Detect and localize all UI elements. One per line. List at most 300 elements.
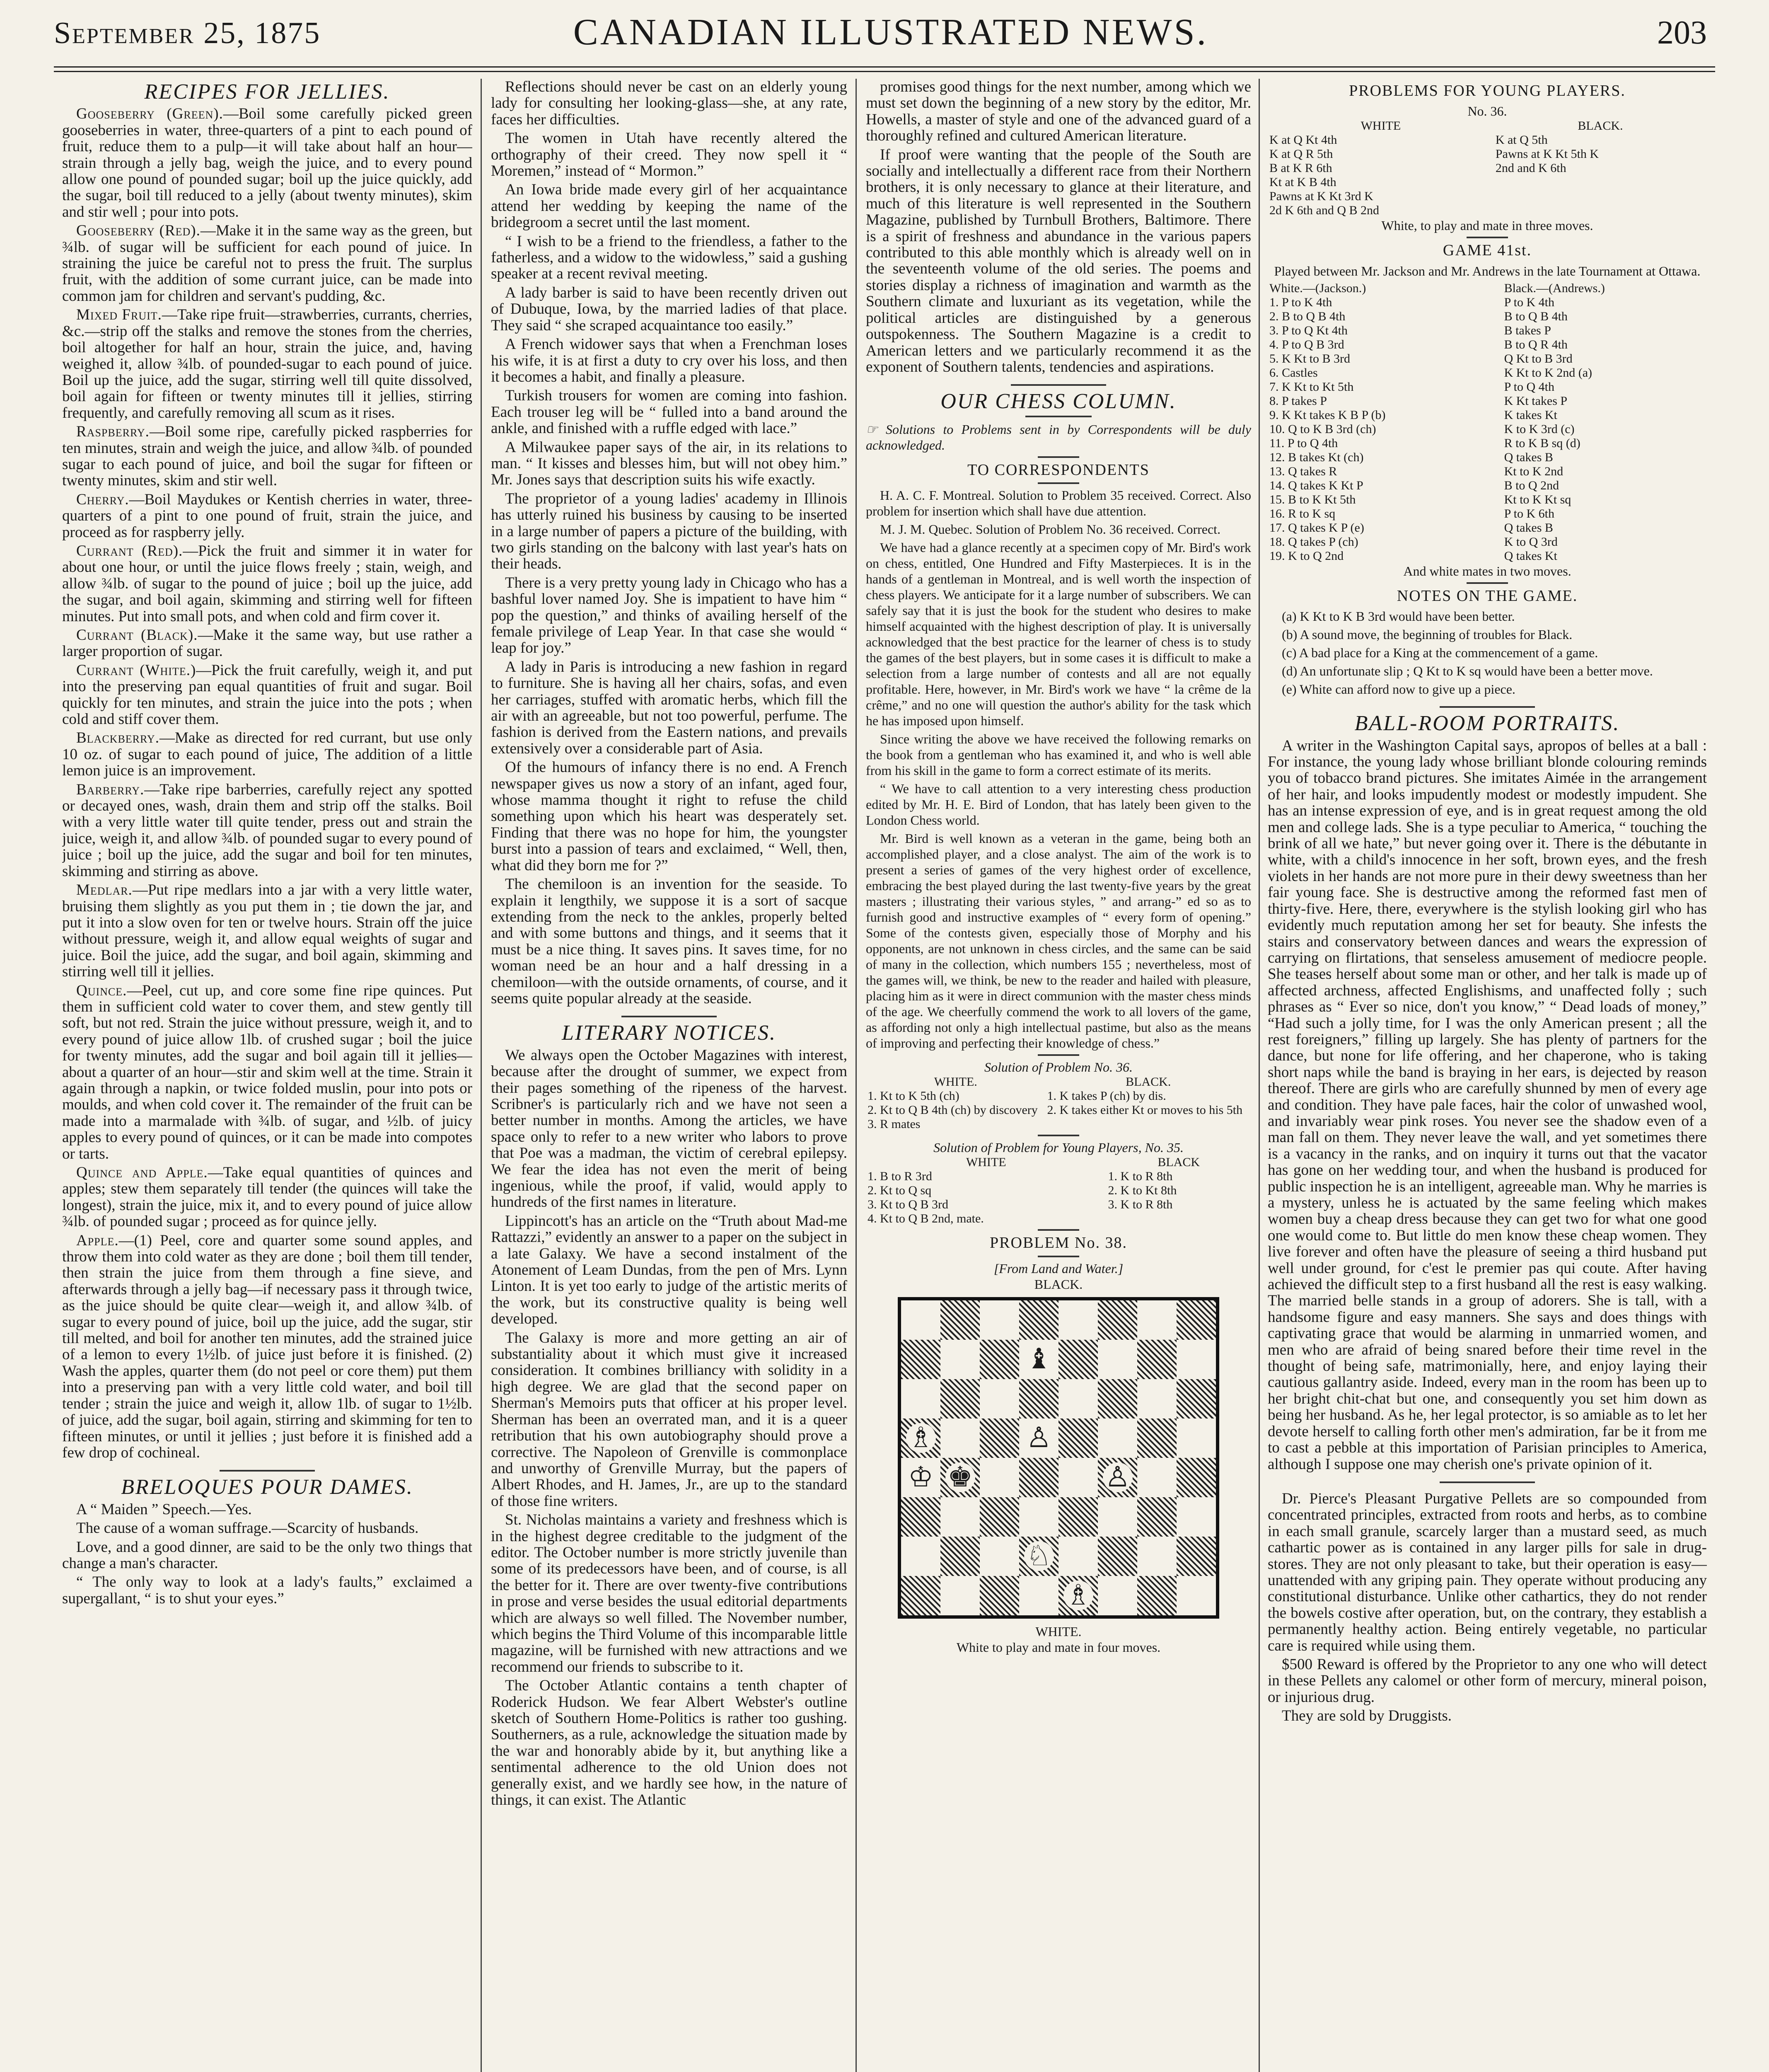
board-square — [901, 1418, 940, 1458]
miscellany-paragraph: An Iowa bride made every girl of her acquaintance attend her wedding by keeping the name of the bridegroom a secret until the last moment. — [491, 181, 847, 231]
white-move: 15. B to K Kt 5th — [1269, 492, 1356, 506]
col-white-label: WHITE — [1361, 119, 1401, 133]
move-row — [1268, 295, 1707, 310]
white-move: 2. Kt to Q sq — [868, 1184, 932, 1198]
black-move: K to Q 3rd — [1504, 535, 1558, 549]
black-move: R to K B sq (d) — [1504, 436, 1580, 450]
board-square — [940, 1340, 980, 1379]
col-black-label: Black.—(Andrews.) — [1504, 281, 1605, 295]
white-piece: B at K R 6th — [1269, 161, 1332, 175]
literary-paragraph: The Galaxy is more and more getting an air of substantiality about it which must give it increased consideration. It combines brilliancy with solidity in a high degree. We are glad that the second paper on Sherman's Memoirs puts that officer at his proper level. Sherman has been an overrated man, and it is a queer retribution that his own autobiography should prove a corrective. The Napoleon of Grenville is commonplace and unworthy of Grenville Murray, but the papers of Albert Rhodes, and H. James, Jr., are up to the standard of those fine writers. — [491, 1329, 847, 1510]
solution35-table — [866, 1155, 1251, 1226]
recipe-name: Raspberry. — [76, 423, 150, 441]
board-square — [1137, 1576, 1177, 1615]
recipe-paragraph — [62, 424, 472, 489]
recipe-paragraph — [62, 983, 472, 1162]
miscellany-paragraph: The women in Utah have recently altered the orthography of their creed. They now spell it “ Moremen,” instead of “ Mormon.” — [491, 130, 847, 180]
miscellany-paragraph: Reflections should never be cast on an elderly young lady for consulting her looking-glass—she, at any rate, faces her difficulties. — [491, 79, 847, 128]
board-square — [1098, 1379, 1137, 1418]
white-move: 3. P to Q Kt 4th — [1269, 323, 1348, 337]
white-move: 5. K Kt to B 3rd — [1269, 351, 1350, 366]
newspaper-title: CANADIAN ILLUSTRATED NEWS. — [573, 12, 1208, 53]
move-row — [866, 1103, 1251, 1117]
game-note: (a) K Kt to K B 3rd would have been better. — [1282, 609, 1515, 624]
section-rule — [1038, 456, 1079, 458]
white-move: 1. B to R 3rd — [868, 1169, 932, 1184]
miscellany-paragraph: The chemiloon is an invention for the seaside. To explain it lengthily, we suppose it is a sort of sacque extending from the neck to the ankles, properly belted and with some buttons and things, and it seems that it must be a nice thing. It saves pins. It saves time, for no woman need be an hour and a half dressing in a chemiloon—with the outside ornaments, of course, and it seems quite popular already at the seaside. — [491, 876, 847, 1007]
black-move: P to K 6th — [1504, 506, 1554, 520]
col-white-label: WHITE — [966, 1155, 1006, 1169]
correspondent-paragraph: “ We have to call attention to a very interesting chess production edited by Mr. H. E. Bird of London, that has lately been given to the London Chess world. — [866, 781, 1251, 828]
white-move: 10. Q to K B 3rd (ch) — [1269, 422, 1376, 436]
move-row — [866, 1117, 1251, 1131]
board-square — [1137, 1497, 1177, 1537]
board-square — [1098, 1497, 1137, 1537]
black-move: Kt to K 2nd — [1504, 464, 1564, 478]
game-heading: GAME 41st. — [1443, 242, 1532, 259]
section-heading-breloques: BRELOQUES POUR DAMES. — [121, 1475, 413, 1499]
solution36-table — [866, 1075, 1251, 1131]
recipe-paragraph — [62, 1232, 472, 1461]
ad-paragraph: Dr. Pierce's Pleasant Purgative Pellets are so compounded from concentrated principles, extracted from roots and herbs, as to combine in each small granule, scarcely larger than a mustard seed, as much cathartic power as is contained in any larger pills for sale in drug-stores. They are not only pleasant to take, but their operation is easy—unattended with any griping pain. They operate without producing any constitutional disturbance. Unlike other cathartics, they do not render the bowels costive after operation, but, on the contrary, they establish a permanently healthy action. Being entirely vegetable, no particular care is required while using them. — [1268, 1490, 1707, 1654]
white-move: 14. Q takes K Kt P — [1269, 478, 1363, 492]
section-rule — [1038, 1054, 1079, 1056]
section-rule — [1038, 1229, 1079, 1231]
column-ballroom — [1268, 79, 1707, 2072]
section-rule — [1440, 706, 1535, 708]
chess-piece: ♘ — [1024, 1541, 1054, 1571]
recipes-body — [62, 106, 472, 1461]
board-square — [1019, 1379, 1058, 1418]
board-square — [1058, 1379, 1098, 1418]
game-note: (c) A bad place for a King at the commencement of a game. — [1282, 645, 1598, 661]
breloque-paragraph: Love, and a good dinner, are said to be the only two things that change a man's character. — [62, 1538, 472, 1572]
recipe-paragraph — [62, 223, 472, 304]
breloque-paragraph: A “ Maiden ” Speech.—Yes. — [76, 1501, 252, 1518]
recipe-text: —Peel, cut up, and core some fine ripe quinces. Put them in sufficient cold water to cover them, and stew gently till soft, but not red. Strain the juice without pressure, weigh it, and to every pound of juice allow 1lb. of crushed sugar ; boil the juice for twenty minutes, add the sugar and boil again till it jellies—about a quarter of an hour—stir and skim well at the time. Strain it again through a napkin, or twice folded muslin, pour into pots or moulds, and when cold cover it. The remainder of the fruit can be made into a marmalade with ¾lb. of sugar, and ½lb. of juicy apples to every pound of quinces, or it can be made into compotes or tarts. — [62, 982, 472, 1162]
white-piece: K at Q Kt 4th — [1269, 133, 1337, 147]
ad-paragraph: They are sold by Druggists. — [1282, 1707, 1452, 1725]
recipe-name: Currant (Black). — [76, 627, 198, 644]
recipe-text: —Put ripe medlars into a jar with a very little water, bruising them slightly as you put them in ; tie down the jar, and put it into a slow oven for ten or twelve hours. Strain off the juice without pressure, weigh it, and allow equal weights of sugar and juice. Boil the juice, add the sugar, and boil again, skimming and stirring well till it jellies. — [62, 881, 472, 980]
board-white-label: WHITE. — [1035, 1624, 1082, 1639]
recipe-paragraph — [62, 491, 472, 540]
problem-source: [From Land and Water.] — [993, 1261, 1124, 1276]
literary-paragraph: We always open the October Magazines with interest, because after the drought of summer, we expect from their pages something of the ripeness of the harvest. Scribner's is particularly rich and we have not seen a better number in months. Among the articles, we have space only to refer to a new writer who labors to prove that Poe was a madman, the victim of cerebral epilepsy. We fear the idea has not even the merit of being ingenious, while the proof, if valid, would apply to hundreds of the first names in literature. — [491, 1046, 847, 1211]
black-piece: K at Q 5th — [1495, 133, 1548, 147]
ballroom-body — [1268, 738, 1707, 1472]
ad-paragraph: $500 Reward is offered by the Proprietor to any one who will detect in these Pellets any calomel or other form of mercury, mineral poison, or injurious drug. — [1268, 1656, 1707, 1706]
board-square — [1098, 1340, 1137, 1379]
board-square — [901, 1340, 940, 1379]
black-move: P to K 4th — [1504, 295, 1554, 309]
problem38-heading: PROBLEM No. 38. — [990, 1234, 1127, 1252]
white-move: 17. Q takes K P (e) — [1269, 520, 1364, 535]
recipe-paragraph — [62, 307, 472, 421]
move-row — [1268, 310, 1707, 324]
black-move: B to Q R 4th — [1504, 337, 1568, 351]
black-move: Kt to K Kt sq — [1504, 492, 1571, 506]
board-square — [1058, 1458, 1098, 1497]
board-square — [1019, 1418, 1058, 1458]
col-white-label: WHITE. — [934, 1075, 977, 1089]
white-move: 4. Kt to Q B 2nd, mate. — [868, 1212, 984, 1226]
miscellany-paragraph: A lady barber is said to have been recently driven out of Dubuque, Iowa, by the married ladies of that place. They said “ she scraped acquaintance too easily.” — [491, 284, 847, 334]
recipe-name: Quince and Apple. — [76, 1164, 208, 1181]
recipe-name: Currant (White.) — [76, 661, 196, 679]
recipe-name: Cherry. — [76, 491, 129, 508]
white-move: 9. K Kt takes K B P (b) — [1269, 408, 1386, 422]
board-square — [1019, 1340, 1058, 1379]
board-black-label: BLACK. — [1034, 1276, 1083, 1292]
section-rule — [1025, 416, 1092, 417]
board-square — [980, 1458, 1019, 1497]
board-square — [1177, 1300, 1216, 1340]
move-row — [1268, 465, 1707, 479]
white-piece: K at Q R 5th — [1269, 147, 1333, 161]
chess-piece: ♙ — [1024, 1423, 1054, 1453]
section-rule — [1038, 1256, 1079, 1257]
board-square — [1137, 1300, 1177, 1340]
black-move: 2. K takes either Kt or moves to his 5th — [1047, 1103, 1243, 1117]
move-row — [1268, 338, 1707, 352]
recipe-name: Gooseberry (Green). — [76, 105, 223, 123]
section-rule — [1440, 1481, 1535, 1483]
column-chess — [866, 79, 1251, 2072]
game-note: (d) An unfortunate slip ; Q Kt to K sq would have been a better move. — [1282, 663, 1653, 679]
black-move: B to Q B 4th — [1504, 309, 1568, 323]
chess-piece: ♗ — [1063, 1581, 1093, 1610]
board-square — [1098, 1418, 1137, 1458]
board-square — [980, 1418, 1019, 1458]
section-rule — [220, 1470, 315, 1472]
white-piece: 2d K 6th and Q B 2nd — [1269, 203, 1379, 218]
white-move: 2. B to Q B 4th — [1269, 309, 1346, 323]
black-move: B to Q 2nd — [1504, 478, 1559, 492]
position-row — [1268, 161, 1707, 175]
section-rule — [1467, 582, 1508, 584]
white-move: 8. P takes P — [1269, 394, 1327, 408]
recipe-paragraph — [62, 782, 472, 879]
recipe-name: Mixed Fruit. — [76, 306, 162, 324]
board-square — [901, 1379, 940, 1418]
position-row — [1268, 203, 1707, 218]
board-square — [940, 1537, 980, 1576]
recipe-paragraph — [62, 627, 472, 660]
board-square — [1137, 1458, 1177, 1497]
section-rule — [621, 1016, 717, 1017]
board-square — [1019, 1458, 1058, 1497]
board-square — [940, 1300, 980, 1340]
chess-piece: ♔ — [906, 1462, 936, 1492]
board-square — [1058, 1537, 1098, 1576]
black-move: 1. K takes P (ch) by dis. — [1047, 1089, 1166, 1103]
ballroom-paragraph: A writer in the Washington Capital says, apropos of belles at a ball : For instance, the young lady whose brilliant blonde colouring reminds you of tobacco brand pictures. She imitates Aimée in the arrangement of her hair, and looks impudently modest or modestly impudent. She has an intense expression of eye, and is in great request among the old men and college lads. She is a type peculiar to America, “ touching the brink of all we hate,” but never going over it. There is the débutante in white, with a child's innocence in her soft, brown eyes, and the fresh violets in her hands are not more pure in their dewy sweetness than her fair young face. She is destructive among the reformed fast men of thirty-five. Here, there, everywhere is the stylish looking girl who has evidently much reputation among her set for beauty. She infests the stairs and conservatory between dances and wears the expression of carrying on flirtations, that senseless amusement of mediocre people. She teases herself about some man or other, and her talk is made up of affected archness, affected Englishisms, and unaffected folly ; such phrases as “ Ever so nice, don't you know,” “ Dead loads of money,” “Had such a jolly time, for I was the only American present ; all the rest foreigners,” filling up largely. She has plenty of partners for the dance, but none for life offering, and her chaperone, who is taking short naps while the band is braying in her ears, is dejected by reason thereof. There are girls who are carefully shunned by men of every age and condition. They have pale faces, hair the color of unwashed wool, and invariably wear pink roses. You never see the shadow even of a man fall on them. They never leave the wall, and yet sometimes there is a vacancy in the ranks, and on inquiry it turns out that the vacator has gone on her wedding tour, and when the husband is produced for public inspection he is an intelligent, agreeable man. Why he marries is a mystery, unless he is actuated by the same feeling which makes women buy a cheap dress because they can get two for what one good one would come to. But little do men know these cheap women. They live forever and often have the pleasure of seeing a third husband put well under ground, for c'est le premier pas qui coute. After having achieved the difficult step to a first husband all the rest is easy walking. The married belle stands in a group of adorers. She is tall, with a handsome figure and easy manners. She says and does things with captivating grace that would be alarming in unmarried women, and men who are afraid of being snared before their time revel in the thought of being safe, matrimonially, here, and enjoy laying their cautious gallantry aside. Indeed, every man in the room has been up to her bright chit-chat but one, and consequently you set him down as being her husband. As he, her legal protector, is so amiable as to let her devote herself to calling forth other men's admiration, far be it from me to cast a pebble at this importation of Parisian principles to America, although I suppose one may cherish one's private opinion of it. — [1268, 737, 1707, 1473]
miscellany-paragraph: There is a very pretty young lady in Chicago who has a bashful lover named Joy. She is impatient to have him “ pop the question,” and thinks of availing herself of the female privilege of Leap Year. In that case she would “ leap for joy.” — [491, 574, 847, 657]
board-square — [1177, 1537, 1216, 1576]
notes-body — [1268, 608, 1707, 697]
black-move — [1107, 1212, 1251, 1226]
recipe-name: Gooseberry (Red). — [76, 222, 201, 240]
board-square — [1177, 1458, 1216, 1497]
board-square — [1098, 1458, 1137, 1497]
chess-note: ☞ Solutions to Problems sent in by Correspondents will be duly acknowledged. — [866, 421, 1251, 453]
board-square — [1137, 1379, 1177, 1418]
board-square — [940, 1576, 980, 1615]
move-row — [1268, 479, 1707, 493]
black-piece — [1494, 175, 1707, 189]
recipe-text: —Pick the fruit and simmer it in water for about one hour, or until the juice flows freely ; stain, weigh, and allow ¾lb. of sugar to the pound of juice ; boil up the juice, add the sugar, and boil again, skimming and stirring well for fifteen minutes. Put into small pots, and when cold and firm cover it. — [62, 542, 472, 625]
literary-paragraph: Lippincott's has an article on the “Truth about Mad-me Rattazzi,” evidently an answer to a paper on the subject in a late Galaxy. We have a second instalment of the Atonement of Leam Dundas, from the pen of Mrs. Lynn Linton. It is yet too early to judge of the artistic merits of the work, but its constructive quality is being well developed. — [491, 1212, 847, 1328]
breloques-body — [62, 1501, 472, 1607]
board-square — [901, 1300, 940, 1340]
breloque-paragraph: The cause of a woman suffrage.—Scarcity of husbands. — [76, 1520, 419, 1537]
board-square — [980, 1340, 1019, 1379]
white-piece: Kt at K B 4th — [1269, 175, 1336, 189]
issue-date: September 25, 1875 — [54, 16, 321, 50]
board-square — [1098, 1576, 1137, 1615]
move-row — [866, 1169, 1251, 1184]
recipe-paragraph — [62, 730, 472, 779]
white-move: 1. Kt to K 5th (ch) — [868, 1089, 959, 1103]
column-miscellany — [491, 79, 847, 2072]
black-move: K takes Kt — [1504, 408, 1557, 422]
black-piece: 2nd and K 6th — [1495, 161, 1566, 175]
solution35-heading: Solution of Problem for Young Players, No. 35. — [933, 1140, 1184, 1155]
white-move: 13. Q takes R — [1269, 464, 1337, 478]
recipe-text: —Make it the same way, but use rather a larger proportion of sugar. — [62, 627, 472, 660]
correspondent-paragraph: H. A. C. F. Montreal. Solution to Problem 35 received. Correct. Also problem for insertion which shall have due attention. — [866, 488, 1251, 519]
white-move: 18. Q takes P (ch) — [1269, 535, 1358, 549]
board-caption: White to play and mate in four moves. — [956, 1639, 1161, 1655]
game-ending: And white mates in two moves. — [1403, 563, 1571, 579]
move-row — [1268, 521, 1707, 535]
section-rule — [1038, 482, 1079, 484]
move-row — [1268, 436, 1707, 450]
board-square — [1019, 1576, 1058, 1615]
recipe-text: —Make it in the same way as the green, but ¾lb. of sugar will be sufficient for each pound of juice. In straining the juice be careful not to press the fruit. The surplus fruit, with the addition of some currant juice, can be made into common jam for children and servant's pudding, &c. — [62, 222, 472, 305]
section-heading-chess: OUR CHESS COLUMN. — [940, 390, 1177, 414]
chess-board — [898, 1297, 1219, 1619]
white-move: 11. P to Q 4th — [1269, 436, 1338, 450]
recipe-paragraph — [62, 106, 472, 220]
col-black-label: BLACK. — [1578, 119, 1623, 133]
position-row — [1268, 147, 1707, 161]
recipe-text: —Boil some carefully picked green gooseberries in water, three-quarters of a pint to each pound of fruit, reduce them to a pulp—it will take about half an hour—strain through a jelly bag, weigh the juice, and to every pound allow one pound of pounded sugar; boil up the juice quickly, add the sugar, boil till reduced to a jelly (about twenty minutes), skim and stir well ; pour into pots. — [62, 105, 472, 220]
recipe-paragraph — [62, 882, 472, 980]
young-players-number: No. 36. — [1467, 104, 1507, 119]
correspondent-paragraph: We have had a glance recently at a specimen copy of Mr. Bird's work on chess, entitled, One Hundred and Fifty Masterpieces. It is in the hands of a gentleman in Montreal, and is well worth the inspection of chess players. We anticipate for it a large number of subscribers. We can safely say that it is just the book for the student who desires to make himself acquainted with the highest description of play. It is universally acknowledged that the best practice for the learner of chess is to study the games of the best players, but in some cases it is difficult to make a selection from a large number of contests and all are not equally profitable. Here, however, in Mr. Bird's work we have “ la crême de la crême,” and no one will question the author's ability for the task which he has imposed upon himself. — [866, 540, 1251, 729]
board-square — [1177, 1340, 1216, 1379]
move-row — [1268, 408, 1707, 422]
young-players-caption: White, to play and mate in three moves. — [1381, 218, 1593, 233]
column-divider — [481, 79, 482, 2072]
board-square — [1177, 1418, 1216, 1458]
black-move: 2. K to Kt 8th — [1108, 1184, 1177, 1198]
recipe-text: —Pick the fruit carefully, weigh it, and put into the preserving pan equal quantities of fruit and sugar. Boil quickly for ten minutes, and strain the juice into the pots ; when cold and stiff cover them. — [62, 661, 472, 728]
move-row — [1268, 535, 1707, 549]
miscellany-paragraph: A French widower says that when a Frenchman loses his wife, it is at first a duty to cry over his loss, and then it becomes a habit, and finally a pleasure. — [491, 336, 847, 385]
breloque-paragraph: “ The only way to look at a lady's faults,” exclaimed a supergallant, “ is to shut your eyes.” — [62, 1573, 472, 1607]
recipe-text: —Boil Maydukes or Kentish cherries in water, three-quarters of a pint to one pound of fruit, strain the juice, and proceed as for raspberry jelly. — [62, 491, 472, 541]
white-move: 1. P to K 4th — [1269, 295, 1332, 309]
section-heading-literary: LITERARY NOTICES. — [561, 1021, 777, 1045]
chess-piece: ♙ — [1103, 1462, 1133, 1492]
move-row — [866, 1184, 1251, 1198]
move-row — [1268, 493, 1707, 507]
advertisement — [1268, 1491, 1707, 1724]
miscellany-paragraph: A lady in Paris is introducing a new fashion in regard to furniture. She is having all her chairs, sofas, and even her carriages, stuffed with aromatic herbs, which fill the air with an agreeable, but not too powerful, perfume. The fashion is derived from the Eastern nations, and prevails extensively over a considerable part of Asia. — [491, 658, 847, 757]
recipe-paragraph — [62, 543, 472, 625]
correspondents-body — [866, 487, 1251, 1051]
board-square — [1019, 1300, 1058, 1340]
recipe-text: —(1) Peel, core and quarter some sound apples, and throw them into cold water as they are done ; boil them till tender, then strain the juice from them through a fine sieve, and afterwards through a jelly bag—if necessary pass it through twice, as the juice should be quite clear—weigh it, and allow ¾lb. of sugar to every pound of juice, boil up the juice, add the sugar, stir till melted, and boil for another ten minutes, add the strained juice of a lemon to every 1½lb. of juice just before it is finished. (2) Wash the apples, quarter them (do not peel or core them) put them into a preserving pan with a very little cold water, and boil till tender ; strain the juice and weigh it, allow 1lb. of sugar to 1½lb. of juice, add the sugar, boil again, stirring and skimming for ten to fifteen minutes, or until it jellies ; just before it is finished add a few drop of cochineal. — [62, 1232, 472, 1461]
board-square — [901, 1497, 940, 1537]
literary-continued — [866, 79, 1251, 375]
col-white-label: White.—(Jackson.) — [1269, 281, 1366, 295]
recipe-paragraph — [62, 662, 472, 728]
solution36-heading: Solution of Problem No. 36. — [984, 1060, 1133, 1075]
black-move: Q takes B — [1504, 450, 1553, 464]
black-move: Q Kt to B 3rd — [1504, 351, 1573, 366]
section-rule — [1038, 1135, 1079, 1136]
chess-piece: ♗ — [906, 1423, 936, 1453]
white-move: 3. R mates — [868, 1117, 921, 1131]
board-square — [1137, 1418, 1177, 1458]
board-square — [1058, 1497, 1098, 1537]
board-square — [1177, 1379, 1216, 1418]
column-recipes — [62, 79, 472, 2072]
move-row — [1268, 450, 1707, 465]
black-move: K to K 3rd (c) — [1504, 422, 1575, 436]
move-row — [1268, 507, 1707, 521]
board-square — [940, 1379, 980, 1418]
column-divider — [856, 79, 857, 2072]
move-row — [1268, 394, 1707, 408]
move-row — [1268, 366, 1707, 380]
board-square — [1058, 1576, 1098, 1615]
black-move: Q takes B — [1504, 520, 1553, 535]
young-players-table — [1268, 119, 1707, 218]
literary-paragraph: promises good things for the next number, among which we must set down the beginning of a new story by the editor, Mr. Howells, a master of style and one of the advanced guard of a thoroughly refined and cultured American literature. — [866, 79, 1251, 145]
miscellany-body — [491, 79, 847, 1007]
literary-paragraph: The October Atlantic contains a tenth chapter of Roderick Hudson. We fear Albert Webster's outline sketch of Southern Home-Politics is rather too gushing. Southerners, as a rule, acknowledge the situation made by the war and honorably abide by it, but anything like a sentimental adherence to the old Union does not generally exist, and we hardly see how, in the nature of things, it can exist. The Atlantic — [491, 1677, 847, 1809]
recipe-text: —Take ripe fruit—strawberries, currants, cherries, &c.—strip off the stalks and remove the stones from the cherries, boil altogether for half an hour, strain the juice, and, having weighed it, allow ¾lb. of pounded-sugar to each pound of juice. Boil up the juice, add the sugar, stirring well till quite dissolved, boil again for fifteen or twenty minutes till it jellies, stirring frequently, and carefully removing all scum as it rises. — [62, 306, 472, 421]
recipe-name: Blackberry. — [76, 729, 160, 747]
miscellany-paragraph: Turkish trousers for women are coming into fashion. Each trouser leg will be “ fulled into a band around the ankle, and finished with a ruffle edged with lace.” — [491, 387, 847, 437]
position-row — [1268, 133, 1707, 147]
correspondents-heading: TO CORRESPONDENTS — [967, 461, 1150, 479]
recipe-name: Medlar. — [76, 881, 133, 899]
black-piece: Pawns at K Kt 5th K — [1495, 147, 1599, 161]
literary-body — [491, 1047, 847, 1808]
board-square — [1019, 1537, 1058, 1576]
white-move: 3. Kt to Q B 3rd — [868, 1198, 948, 1212]
black-move: 3. K to R 8th — [1108, 1198, 1173, 1212]
recipe-text: —Take ripe barberries, carefully reject any spotted or decayed ones, wash, drain them and strip off the stalks. Boil with a very little water till quite tender, press out and strain the juice, weigh it, and allow ¾lb. of pounded sugar to every pound of juice ; boil up the juice, add the sugar and boil for ten minutes, skimming and stirring as above. — [62, 781, 472, 880]
recipe-name: Barberry. — [76, 781, 145, 798]
chess-piece: ♚ — [945, 1462, 975, 1492]
black-move: K Kt to K 2nd (a) — [1504, 366, 1593, 380]
black-piece — [1494, 203, 1707, 218]
board-square — [1137, 1537, 1177, 1576]
recipe-paragraph — [62, 1164, 472, 1230]
literary-paragraph: St. Nicholas maintains a variety and freshness which is in the highest degree creditable to the judgment of the editor. The October number is more strictly juvenile than some of its predecessors have been, and of course, is all the better for it. There are over twenty-five contributions in prose and verse besides the usual editorial departments which are always so well filled. The November number, which begins the Third Volume of this incomparable little magazine, will be furnished with new attractions and we recommend our friends to subscribe to it. — [491, 1511, 847, 1675]
recipe-text: —Boil some ripe, carefully picked raspberries for ten minutes, strain and weigh the juice, and allow ¾lb. of pounded sugar to each pound of juice, and boil the sugar for fifteen or twenty minutes, skim and stir well. — [62, 423, 472, 489]
white-piece: Pawns at K Kt 3rd K — [1269, 189, 1373, 203]
game-note: (e) White can afford now to give up a piece. — [1282, 682, 1515, 697]
page-number: 203 — [1657, 15, 1707, 51]
board-square — [1098, 1300, 1137, 1340]
board-square — [980, 1576, 1019, 1615]
board-square — [1177, 1497, 1216, 1537]
white-move: 7. K Kt to Kt 5th — [1269, 380, 1354, 394]
miscellany-paragraph: Of the humours of infancy there is no end. A French newspaper gives us now a story of an infant, aged four, whose mamma thought it right to refuse the child something upon which his heart was desperately set. Finding that there was no hope for him, the youngster burst into a passion of tears and exclaimed, “ Well, then, what did they born me for ?” — [491, 759, 847, 874]
game-intro: Played between Mr. Jackson and Mr. Andrews in the late Tournament at Ottawa. — [1274, 263, 1701, 278]
board-square — [901, 1458, 940, 1497]
move-row — [1268, 352, 1707, 366]
recipe-name: Currant (Red). — [76, 542, 183, 559]
miscellany-paragraph: A Milwaukee paper says of the air, in its relations to man. “ It kisses and blesses him, but will not obey him.” Mr. Jones says that description suits his wife exactly. — [491, 438, 847, 489]
white-move: 19. K to Q 2nd — [1269, 549, 1344, 563]
col-black-label: BLACK — [1158, 1155, 1200, 1169]
black-move — [1046, 1117, 1251, 1131]
board-square — [1019, 1497, 1058, 1537]
literary-paragraph: If proof were wanting that the people of the South are socially and intellectually a different race from their Northern brothers, it is only necessary to glance at their literature, and much of this literature is well represented in the Southern Magazine, published by Turnbull Brothers, Baltimore. There is a spirit of freshness and abundance in the various papers contributed to this able monthly which is already well on in the seventeenth volume of the old series. The poems and stories display a richness of imagination and warmth as the Southern climate and luxuriant as its vegetation, while the political articles are distinguished by a generous outspokenness. The Southern Magazine is a credit to American letters and we particularly recommend it as the exponent of Southern talents, tendencies and aspirations. — [866, 146, 1251, 375]
white-move: 2. Kt to Q B 4th (ch) by discovery — [868, 1103, 1038, 1117]
board-square — [1058, 1418, 1098, 1458]
recipe-text: —Take equal quantities of quinces and apples; stew them separately till tender (the quinces will take the longest), strain the juice, mix it, and to every pound of juice allow ¾lb. of pounded sugar ; proceed as for quince jelly. — [62, 1164, 472, 1230]
move-row — [1268, 380, 1707, 394]
move-row — [866, 1212, 1251, 1226]
col-black-label: BLACK. — [1126, 1075, 1171, 1089]
game-note: (b) A sound move, the beginning of troubles for Black. — [1282, 627, 1573, 642]
white-move: 6. Castles — [1269, 366, 1318, 380]
move-row — [1268, 422, 1707, 436]
black-move: P to Q 4th — [1504, 380, 1554, 394]
board-square — [980, 1379, 1019, 1418]
correspondent-paragraph: Since writing the above we have received the following remarks on the book from a gentleman who has examined it, and who is well able from his skill in the game to form a correct estimate of its merits. — [866, 731, 1251, 778]
move-row — [866, 1198, 1251, 1212]
board-square — [901, 1537, 940, 1576]
white-move: 12. B takes Kt (ch) — [1269, 450, 1364, 464]
board-square — [940, 1497, 980, 1537]
white-move: 4. P to Q B 3rd — [1269, 337, 1344, 351]
board-square — [1137, 1340, 1177, 1379]
young-players-heading: PROBLEMS FOR YOUNG PLAYERS. — [1349, 82, 1626, 99]
masthead-rule — [54, 66, 1715, 72]
white-move: 16. R to K sq — [1269, 506, 1336, 520]
black-move: K Kt takes P — [1504, 394, 1568, 408]
board-square — [1058, 1340, 1098, 1379]
move-row — [1268, 549, 1707, 563]
board-square — [1177, 1576, 1216, 1615]
miscellany-paragraph: “ I wish to be a friend to the friendless, a father to the fatherless, and a widow to the widowless,” said a gushing speaker at a recent revival meeting. — [491, 232, 847, 283]
position-row — [1268, 189, 1707, 203]
recipe-name: Quince. — [76, 982, 127, 999]
black-move: Q takes Kt — [1504, 549, 1557, 563]
masthead — [54, 4, 1715, 66]
move-row — [1268, 324, 1707, 338]
move-row — [866, 1089, 1251, 1103]
section-rule — [1467, 237, 1508, 238]
chess-piece: ♝ — [1024, 1344, 1054, 1374]
column-divider — [1259, 79, 1260, 2072]
black-move: 1. K to R 8th — [1108, 1169, 1173, 1184]
board-square — [940, 1458, 980, 1497]
board-square — [980, 1537, 1019, 1576]
recipe-name: Apple. — [76, 1232, 119, 1249]
